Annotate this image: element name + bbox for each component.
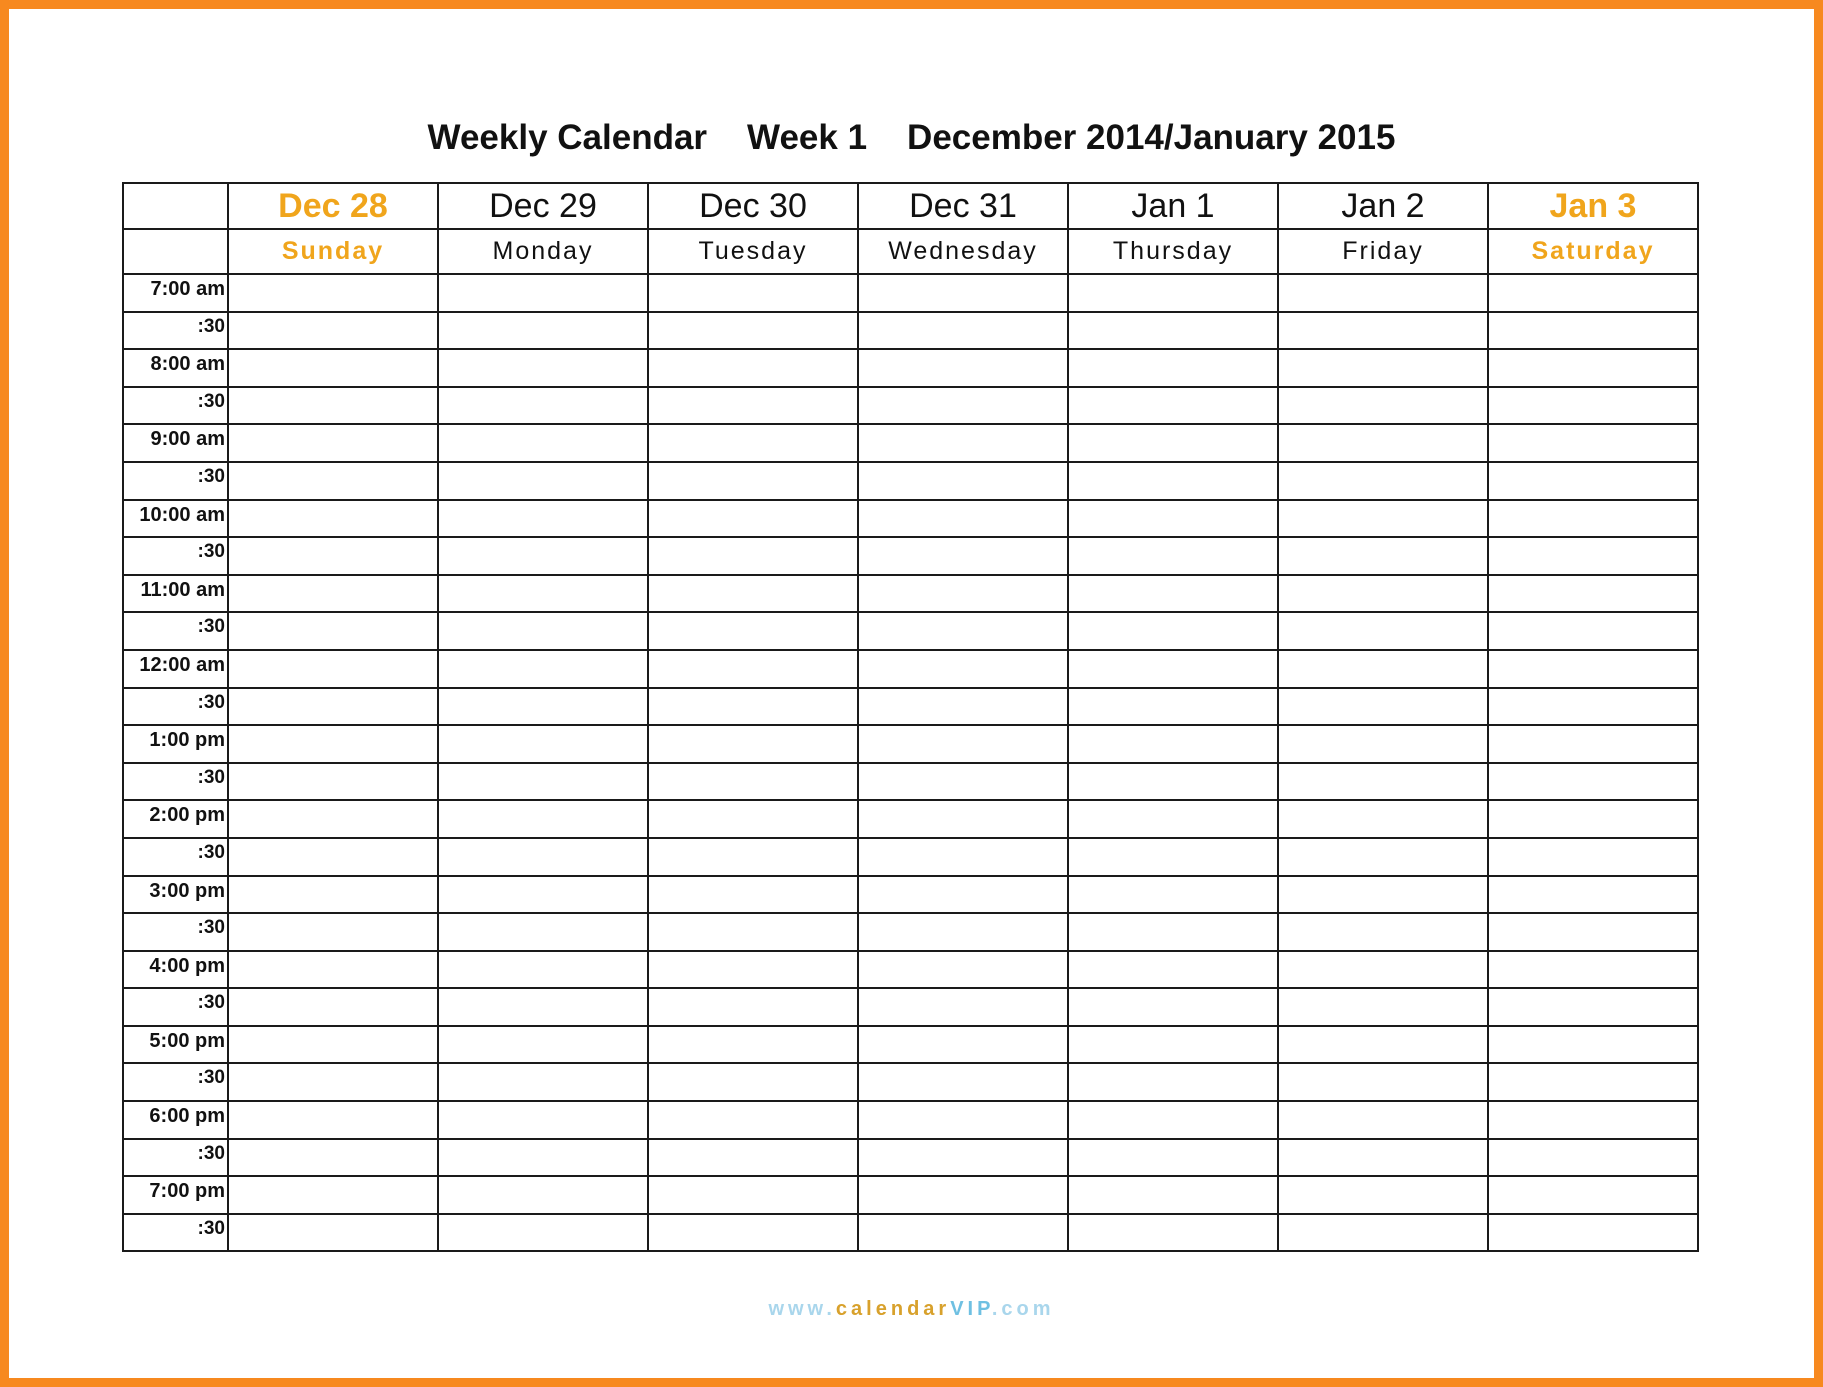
schedule-cell[interactable] (858, 988, 1068, 1026)
schedule-cell[interactable] (1488, 537, 1698, 575)
date-header: Jan 1 (1068, 183, 1278, 229)
schedule-cell[interactable] (1488, 951, 1698, 989)
schedule-cell[interactable] (228, 1063, 438, 1101)
schedule-cell[interactable] (438, 838, 648, 876)
time-slot-row (123, 424, 1698, 462)
title-period: December 2014/January 2015 (907, 118, 1396, 157)
footer-www: www. (768, 1298, 836, 1320)
schedule-cell[interactable] (1068, 349, 1278, 387)
schedule-cell[interactable] (1278, 1214, 1488, 1252)
schedule-cell[interactable] (1068, 575, 1278, 613)
schedule-cell[interactable] (1068, 913, 1278, 951)
schedule-cell[interactable] (858, 1176, 1068, 1214)
corner-cell (123, 229, 228, 274)
time-label: 7:00 pm (123, 1176, 228, 1214)
schedule-cell[interactable] (648, 1063, 858, 1101)
schedule-cell[interactable] (228, 1026, 438, 1064)
schedule-cell[interactable] (858, 1214, 1068, 1252)
schedule-cell[interactable] (648, 1101, 858, 1139)
schedule-cell[interactable] (1488, 913, 1698, 951)
schedule-cell[interactable] (438, 913, 648, 951)
schedule-cell[interactable] (858, 462, 1068, 500)
schedule-cell[interactable] (1278, 1063, 1488, 1101)
time-slot-row (123, 349, 1698, 387)
time-slot-row (123, 1176, 1698, 1214)
schedule-cell[interactable] (858, 537, 1068, 575)
schedule-cell[interactable] (1278, 500, 1488, 538)
schedule-cell[interactable] (228, 1139, 438, 1177)
schedule-cell[interactable] (228, 763, 438, 801)
schedule-cell[interactable] (228, 688, 438, 726)
time-label: 3:00 pm (123, 876, 228, 914)
schedule-cell[interactable] (1068, 462, 1278, 500)
time-slot-row (123, 876, 1698, 914)
schedule-cell[interactable] (858, 424, 1068, 462)
schedule-cell[interactable] (438, 725, 648, 763)
schedule-cell[interactable] (1278, 988, 1488, 1026)
schedule-cell[interactable] (1278, 913, 1488, 951)
schedule-cell[interactable] (228, 988, 438, 1026)
schedule-cell[interactable] (1278, 763, 1488, 801)
time-label: :30 (123, 612, 228, 650)
time-label: :30 (123, 387, 228, 425)
schedule-cell[interactable] (1488, 387, 1698, 425)
schedule-cell[interactable] (1278, 575, 1488, 613)
day-name: Monday (438, 229, 648, 274)
schedule-cell[interactable] (648, 763, 858, 801)
schedule-cell[interactable] (438, 274, 648, 312)
schedule-cell[interactable] (1278, 876, 1488, 914)
time-slot-row (123, 838, 1698, 876)
time-slot-row (123, 1139, 1698, 1177)
schedule-cell[interactable] (648, 424, 858, 462)
schedule-cell[interactable] (1488, 688, 1698, 726)
schedule-cell[interactable] (438, 1101, 648, 1139)
schedule-cell[interactable] (1488, 800, 1698, 838)
day-name-row (123, 229, 1698, 274)
schedule-cell[interactable] (1068, 1214, 1278, 1252)
time-slot-row (123, 537, 1698, 575)
time-slot-row (123, 1214, 1698, 1252)
footer-name: calendar (835, 1298, 951, 1320)
date-header: Dec 30 (648, 183, 858, 229)
time-label: 4:00 pm (123, 951, 228, 989)
schedule-cell[interactable] (1488, 1063, 1698, 1101)
schedule-cell[interactable] (1488, 612, 1698, 650)
time-slot-row (123, 1063, 1698, 1101)
schedule-cell[interactable] (438, 1214, 648, 1252)
time-label: 6:00 pm (123, 1101, 228, 1139)
schedule-cell[interactable] (1278, 800, 1488, 838)
time-slot-row (123, 725, 1698, 763)
schedule-cell[interactable] (1488, 725, 1698, 763)
schedule-cell[interactable] (1068, 725, 1278, 763)
schedule-cell[interactable] (1068, 537, 1278, 575)
time-slot-row (123, 612, 1698, 650)
schedule-cell[interactable] (1068, 1063, 1278, 1101)
schedule-cell[interactable] (438, 349, 648, 387)
schedule-cell[interactable] (1278, 312, 1488, 350)
time-label: :30 (123, 688, 228, 726)
schedule-cell[interactable] (1278, 387, 1488, 425)
schedule-cell[interactable] (228, 876, 438, 914)
schedule-cell[interactable] (1278, 725, 1488, 763)
schedule-cell[interactable] (228, 1101, 438, 1139)
schedule-cell[interactable] (648, 462, 858, 500)
schedule-cell[interactable] (1068, 951, 1278, 989)
schedule-cell[interactable] (1068, 988, 1278, 1026)
schedule-cell[interactable] (438, 424, 648, 462)
time-label: :30 (123, 838, 228, 876)
schedule-cell[interactable] (1068, 1026, 1278, 1064)
schedule-cell[interactable] (1488, 1026, 1698, 1064)
time-slot-row (123, 462, 1698, 500)
schedule-cell[interactable] (1278, 688, 1488, 726)
schedule-cell[interactable] (858, 612, 1068, 650)
schedule-cell[interactable] (1278, 838, 1488, 876)
schedule-cell[interactable] (1068, 612, 1278, 650)
schedule-cell[interactable] (858, 1101, 1068, 1139)
schedule-cell[interactable] (1068, 1176, 1278, 1214)
schedule-cell[interactable] (228, 838, 438, 876)
schedule-cell[interactable] (1488, 1139, 1698, 1177)
schedule-cell[interactable] (1488, 424, 1698, 462)
schedule-cell[interactable] (858, 838, 1068, 876)
schedule-cell[interactable] (858, 387, 1068, 425)
schedule-cell[interactable] (1068, 274, 1278, 312)
time-slot-row (123, 274, 1698, 312)
schedule-cell[interactable] (858, 500, 1068, 538)
time-slot-row (123, 650, 1698, 688)
time-slot-row (123, 387, 1698, 425)
schedule-cell[interactable] (648, 537, 858, 575)
schedule-cell[interactable] (438, 876, 648, 914)
time-slot-row (123, 800, 1698, 838)
schedule-cell[interactable] (438, 1026, 648, 1064)
schedule-cell[interactable] (1068, 838, 1278, 876)
footer-url (0, 1298, 1823, 1321)
time-label: :30 (123, 763, 228, 801)
schedule-cell[interactable] (1278, 424, 1488, 462)
schedule-cell[interactable] (648, 387, 858, 425)
schedule-cell[interactable] (648, 500, 858, 538)
schedule-cell[interactable] (1488, 988, 1698, 1026)
schedule-cell[interactable] (1068, 424, 1278, 462)
time-slot-row (123, 500, 1698, 538)
date-header: Jan 3 (1488, 183, 1698, 229)
schedule-cell[interactable] (1278, 951, 1488, 989)
time-slot-row (123, 575, 1698, 613)
schedule-cell[interactable] (648, 1214, 858, 1252)
schedule-cell[interactable] (1488, 650, 1698, 688)
schedule-cell[interactable] (858, 1063, 1068, 1101)
schedule-cell[interactable] (858, 800, 1068, 838)
schedule-cell[interactable] (228, 312, 438, 350)
schedule-cell[interactable] (648, 349, 858, 387)
schedule-cell[interactable] (1278, 349, 1488, 387)
date-header: Jan 2 (1278, 183, 1488, 229)
schedule-cell[interactable] (228, 274, 438, 312)
schedule-cell[interactable] (228, 650, 438, 688)
schedule-cell[interactable] (228, 575, 438, 613)
schedule-cell[interactable] (648, 650, 858, 688)
footer-vip: VIP (950, 1298, 992, 1320)
schedule-cell[interactable] (1488, 462, 1698, 500)
schedule-cell[interactable] (1488, 1214, 1698, 1252)
schedule-cell[interactable] (1278, 1101, 1488, 1139)
time-label: :30 (123, 312, 228, 350)
schedule-cell[interactable] (648, 951, 858, 989)
time-label: 12:00 am (123, 650, 228, 688)
time-label: 2:00 pm (123, 800, 228, 838)
time-slot-row (123, 1026, 1698, 1064)
time-label: 5:00 pm (123, 1026, 228, 1064)
schedule-cell[interactable] (438, 462, 648, 500)
schedule-cell[interactable] (1068, 1101, 1278, 1139)
time-slot-row (123, 988, 1698, 1026)
time-slot-row (123, 312, 1698, 350)
schedule-cell[interactable] (858, 876, 1068, 914)
schedule-cell[interactable] (438, 951, 648, 989)
schedule-cell[interactable] (228, 500, 438, 538)
time-label: :30 (123, 462, 228, 500)
schedule-cell[interactable] (648, 1139, 858, 1177)
schedule-cell[interactable] (1488, 349, 1698, 387)
schedule-cell[interactable] (438, 763, 648, 801)
time-slot-row (123, 763, 1698, 801)
title-calendar-type: Weekly Calendar (427, 118, 708, 157)
schedule-cell[interactable] (648, 1026, 858, 1064)
schedule-cell[interactable] (1278, 1026, 1488, 1064)
schedule-cell[interactable] (228, 537, 438, 575)
schedule-cell[interactable] (1278, 274, 1488, 312)
time-label: :30 (123, 913, 228, 951)
time-slot-row (123, 913, 1698, 951)
schedule-cell[interactable] (1068, 688, 1278, 726)
schedule-cell[interactable] (1488, 763, 1698, 801)
day-name: Tuesday (648, 229, 858, 274)
schedule-cell[interactable] (1278, 537, 1488, 575)
schedule-cell[interactable] (1068, 763, 1278, 801)
schedule-cell[interactable] (858, 725, 1068, 763)
schedule-cell[interactable] (1278, 462, 1488, 500)
schedule-cell[interactable] (648, 575, 858, 613)
schedule-cell[interactable] (1488, 1101, 1698, 1139)
schedule-cell[interactable] (1488, 312, 1698, 350)
time-slot-row (123, 688, 1698, 726)
schedule-cell[interactable] (438, 312, 648, 350)
schedule-cell[interactable] (648, 913, 858, 951)
schedule-cell[interactable] (648, 988, 858, 1026)
schedule-cell[interactable] (858, 1026, 1068, 1064)
date-header: Dec 31 (858, 183, 1068, 229)
day-name: Thursday (1068, 229, 1278, 274)
schedule-cell[interactable] (1068, 650, 1278, 688)
schedule-cell[interactable] (858, 312, 1068, 350)
schedule-cell[interactable] (228, 725, 438, 763)
schedule-cell[interactable] (228, 1214, 438, 1252)
schedule-cell[interactable] (648, 725, 858, 763)
schedule-cell[interactable] (858, 763, 1068, 801)
schedule-cell[interactable] (228, 612, 438, 650)
schedule-cell[interactable] (648, 312, 858, 350)
time-label: 1:00 pm (123, 725, 228, 763)
schedule-cell[interactable] (228, 951, 438, 989)
time-label: 9:00 am (123, 424, 228, 462)
schedule-cell[interactable] (1278, 1139, 1488, 1177)
schedule-cell[interactable] (228, 349, 438, 387)
schedule-cell[interactable] (438, 988, 648, 1026)
schedule-cell[interactable] (438, 387, 648, 425)
schedule-cell[interactable] (1488, 575, 1698, 613)
page-title (0, 118, 1823, 158)
schedule-cell[interactable] (648, 838, 858, 876)
schedule-cell[interactable] (858, 688, 1068, 726)
time-label: :30 (123, 1063, 228, 1101)
schedule-cell[interactable] (1488, 838, 1698, 876)
time-label: :30 (123, 1214, 228, 1252)
schedule-cell[interactable] (228, 1176, 438, 1214)
day-name: Friday (1278, 229, 1488, 274)
schedule-cell[interactable] (228, 387, 438, 425)
schedule-cell[interactable] (858, 575, 1068, 613)
schedule-cell[interactable] (858, 349, 1068, 387)
time-label: :30 (123, 988, 228, 1026)
time-label: 8:00 am (123, 349, 228, 387)
schedule-cell[interactable] (648, 1176, 858, 1214)
schedule-cell[interactable] (858, 913, 1068, 951)
schedule-cell[interactable] (228, 800, 438, 838)
schedule-cell[interactable] (228, 462, 438, 500)
schedule-cell[interactable] (438, 612, 648, 650)
schedule-cell[interactable] (648, 876, 858, 914)
schedule-cell[interactable] (648, 612, 858, 650)
schedule-cell[interactable] (1068, 500, 1278, 538)
schedule-cell[interactable] (1068, 876, 1278, 914)
time-label: :30 (123, 537, 228, 575)
schedule-cell[interactable] (648, 274, 858, 312)
day-name: Saturday (1488, 229, 1698, 274)
corner-cell (123, 183, 228, 229)
schedule-cell[interactable] (438, 650, 648, 688)
schedule-cell[interactable] (1278, 612, 1488, 650)
time-label: 10:00 am (123, 500, 228, 538)
schedule-cell[interactable] (1278, 650, 1488, 688)
schedule-cell[interactable] (1278, 1176, 1488, 1214)
schedule-cell[interactable] (858, 274, 1068, 312)
schedule-cell[interactable] (438, 575, 648, 613)
time-label: 7:00 am (123, 274, 228, 312)
time-slot-row (123, 1101, 1698, 1139)
schedule-cell[interactable] (1068, 800, 1278, 838)
schedule-cell[interactable] (648, 688, 858, 726)
date-header-row (123, 183, 1698, 229)
day-name: Sunday (228, 229, 438, 274)
schedule-cell[interactable] (1488, 876, 1698, 914)
schedule-cell[interactable] (438, 1063, 648, 1101)
schedule-cell[interactable] (1488, 274, 1698, 312)
schedule-cell[interactable] (228, 913, 438, 951)
time-slot-row (123, 951, 1698, 989)
time-label: 11:00 am (123, 575, 228, 613)
title-week: Week 1 (747, 118, 868, 157)
date-header: Dec 28 (228, 183, 438, 229)
time-label: :30 (123, 1139, 228, 1177)
schedule-cell[interactable] (438, 1139, 648, 1177)
schedule-cell[interactable] (1068, 387, 1278, 425)
date-header: Dec 29 (438, 183, 648, 229)
schedule-cell[interactable] (1068, 1139, 1278, 1177)
schedule-cell[interactable] (858, 650, 1068, 688)
schedule-cell[interactable] (1488, 1176, 1698, 1214)
schedule-cell[interactable] (858, 1139, 1068, 1177)
schedule-cell[interactable] (438, 688, 648, 726)
schedule-cell[interactable] (1068, 312, 1278, 350)
day-name: Wednesday (858, 229, 1068, 274)
footer-com: .com (991, 1298, 1055, 1320)
schedule-cell[interactable] (648, 800, 858, 838)
schedule-cell[interactable] (438, 537, 648, 575)
schedule-cell[interactable] (1488, 500, 1698, 538)
calendar-grid (122, 182, 1699, 1252)
schedule-cell[interactable] (228, 424, 438, 462)
schedule-cell[interactable] (438, 800, 648, 838)
schedule-cell[interactable] (858, 951, 1068, 989)
schedule-cell[interactable] (438, 1176, 648, 1214)
schedule-cell[interactable] (438, 500, 648, 538)
